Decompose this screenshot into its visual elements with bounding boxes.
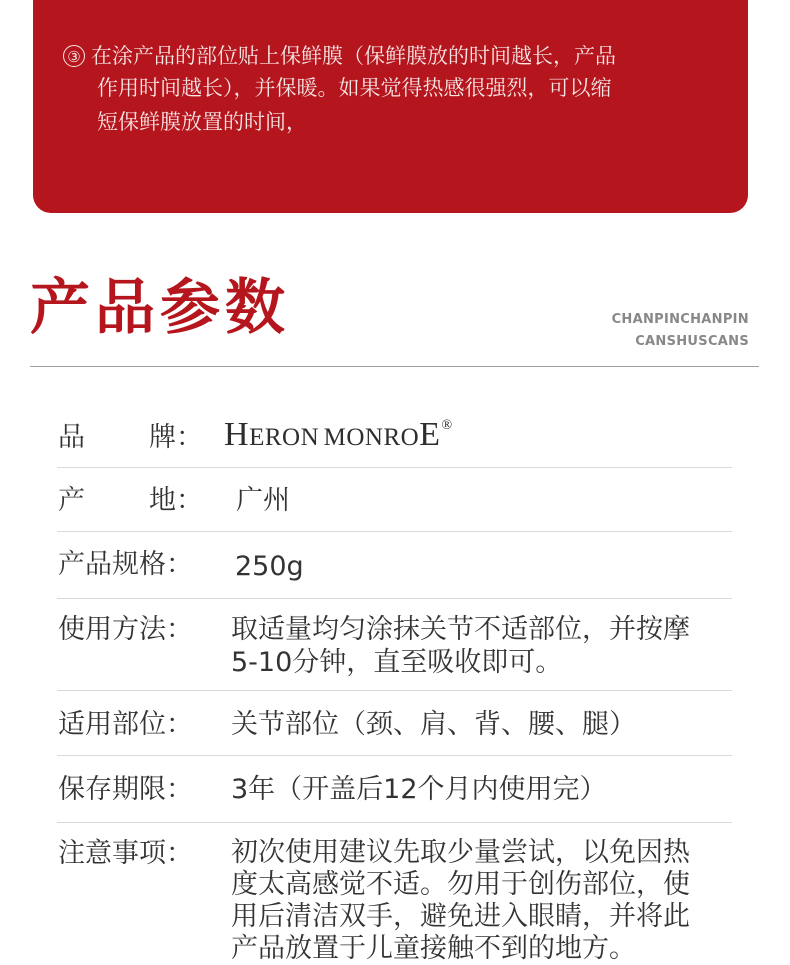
step-3-line-2: 作用时间越长），并保暖。如果觉得热感很强烈，可以缩: [97, 76, 612, 100]
row-separator: [57, 755, 732, 756]
step-3-line-3: 短保鲜膜放置的时间，: [97, 110, 307, 134]
section-divider: [30, 366, 759, 367]
param-value-shelf-life: 3年（开盖后12个月内使用完）: [231, 774, 607, 805]
step-3-number: ③: [63, 45, 85, 67]
row-separator: [57, 598, 732, 599]
row-separator: [57, 531, 732, 532]
param-label-notes: 注意事项：: [58, 838, 193, 869]
param-label-origin: 产 地：: [58, 485, 203, 516]
step-3-line-1: ③ 在涂产品的部位贴上保鲜膜（保鲜膜放的时间越长，产品: [63, 45, 616, 67]
param-value-origin: 广州: [236, 485, 290, 516]
section-pinyin-line-2: CANSHUSCANS: [635, 334, 749, 349]
param-label-brand: 品 牌：: [58, 422, 203, 453]
param-label-areas: 适用部位：: [58, 709, 193, 740]
param-value-areas: 关节部位（颈、肩、背、腰、腿）: [231, 709, 636, 740]
param-label-usage: 使用方法：: [58, 614, 193, 645]
row-separator: [57, 690, 732, 691]
brand-logo: HERON MONROE®: [224, 416, 453, 453]
section-pinyin-line-1: CHANPINCHANPIN: [611, 312, 749, 327]
param-value-spec: 250g: [235, 551, 304, 582]
param-label-spec: 产品规格：: [58, 549, 193, 580]
row-separator: [57, 467, 732, 468]
section-title: 产品参数: [30, 273, 290, 343]
row-separator: [57, 822, 732, 823]
param-value-notes: 初次使用建议先取少量尝试，以免因热 度太高感觉不适。勿用于创伤部位，使 用后清洁双手，避免进入眼睛，并将此 产品放置于儿童接触不到的地方。: [231, 837, 690, 964]
param-label-shelf-life: 保存期限：: [58, 774, 193, 805]
param-value-usage: 取适量均匀涂抹关节不适部位，并按摩 5-10分钟，直至吸收即可。: [231, 614, 690, 678]
usage-steps-banner: [33, 0, 748, 213]
